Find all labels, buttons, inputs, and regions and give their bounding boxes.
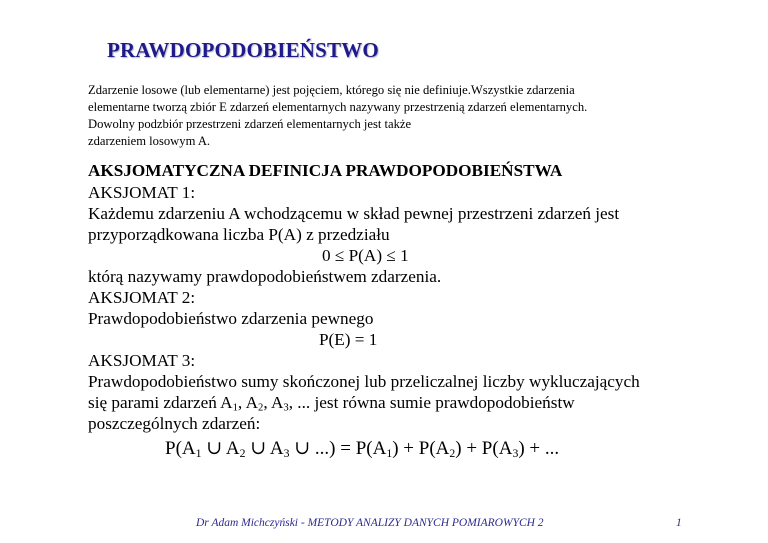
axiom3-line1: Prawdopodobieństwo sumy skończonej lub przeliczalnej liczby wykluczających [88, 372, 640, 391]
axiom2-line1: Prawdopodobieństwo zdarzenia pewnego [88, 309, 374, 328]
axiom3-line2-post: , ... jest równa sumie prawdopodobieństw [288, 393, 575, 412]
axiom3-line3: poszczególnych zdarzeń: [88, 414, 261, 433]
axiom1-line3: którą nazywamy prawdopodobieństwem zdarzenia. [88, 267, 442, 286]
axiom1-label: AKSJOMAT 1: [88, 183, 196, 202]
subscript-1: 1 [232, 402, 238, 414]
formula-part-4: ∪ ...) = P(A [289, 438, 387, 459]
formula-index-1: 1 [195, 446, 202, 460]
formula-index-3: 3 [283, 446, 290, 460]
axiom3-line2-pre: się parami zdarzeń A [88, 393, 233, 412]
formula-part-3: ∪ A [245, 438, 284, 459]
axiom2-formula: P(E) = 1 [319, 330, 378, 349]
intro-line-1: Zdarzenie losowe (lub elementarne) jest pojęciem, którego się nie definiuje.Wszystkie zdarzenia [88, 83, 575, 97]
axiom1-line2: przyporządkowana liczba P(A) z przedziału [88, 225, 390, 244]
axiom3-label: AKSJOMAT 3: [88, 351, 196, 370]
formula-part-2: ∪ A [201, 438, 240, 459]
page-title: PRAWDOPODOBIEŃSTWO [107, 38, 379, 62]
subscript-2: 2 [257, 402, 264, 414]
formula-part-5: ) + P(A [392, 438, 450, 459]
formula-part-7: ) + ... [518, 438, 560, 459]
intro-line-3: Dowolny podzbiór przestrzeni zdarzeń elementarnych jest także [88, 117, 412, 131]
axiom2-label: AKSJOMAT 2: [88, 288, 196, 307]
formula-index-5: 2 [449, 446, 456, 460]
intro-line-4: zdarzeniem losowym A. [88, 134, 211, 148]
formula-part-1: P(A [165, 438, 196, 459]
formula-index-6: 3 [512, 446, 519, 460]
page-number: 1 [676, 517, 682, 529]
separator-1: , A [237, 393, 258, 412]
axiom1-formula: 0 ≤ P(A) ≤ 1 [322, 246, 409, 265]
axiom3-line2 [88, 392, 575, 413]
subscript-3: 3 [283, 402, 289, 414]
formula-index-2: 2 [239, 446, 246, 460]
axiom3-formula [165, 437, 559, 460]
intro-line-2: elementarne tworzą zbiór E zdarzeń elementarnych nazywany przestrzenią zdarzeń elementarnych. [88, 100, 588, 114]
formula-part-6: ) + P(A [455, 438, 513, 459]
formula-index-4: 1 [386, 446, 393, 460]
separator-2: , A [263, 393, 284, 412]
section-heading: AKSJOMATYCZNA DEFINICJA PRAWDOPODOBIEŃSTWA [88, 161, 563, 180]
axiom1-line1: Każdemu zdarzeniu A wchodzącemu w skład pewnej przestrzeni zdarzeń jest [88, 204, 620, 223]
footer-author: Dr Adam Michczyński - METODY ANALIZY DANYCH POMIAROWYCH 2 [196, 517, 544, 529]
